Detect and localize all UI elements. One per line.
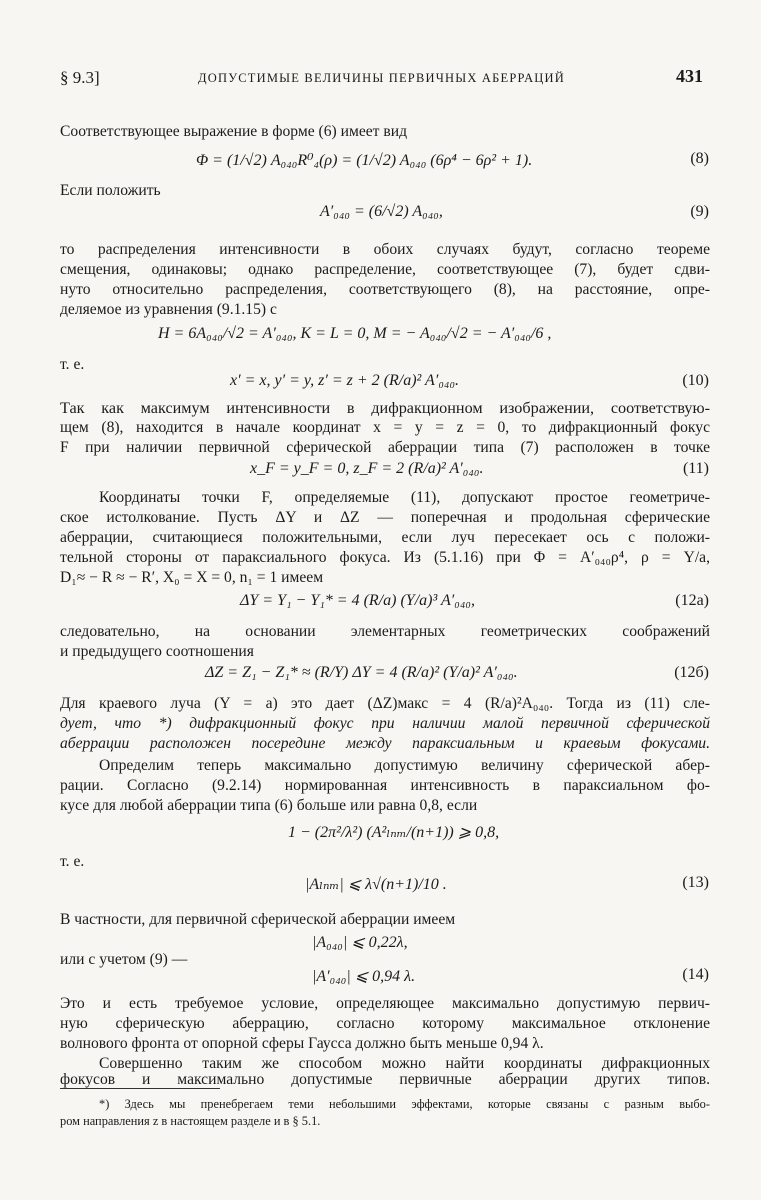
equation-12b: ΔZ = Z₁ − Z₁* ≈ (R/Y) ΔY = 4 (R/a)² (Y/a)² A′₀₄₀.: [205, 664, 518, 681]
text-line: Определим теперь максимально допустимую величину сферической абер-: [99, 757, 710, 774]
equation-number-14: (14): [682, 966, 709, 983]
equation-number-13: (13): [682, 874, 709, 891]
text-line: Это и есть требуемое условие, определяющее максимально допустимую первич-: [60, 995, 710, 1012]
text-line: то распределения интенсивности в обоих случаях будут, согласно теореме: [60, 241, 710, 258]
text-line: Координаты точки F, определяемые (11), допускают простое геометриче-: [99, 489, 710, 506]
text-line: рации. Согласно (9.2.14) нормированная интенсивность в параксиальном фо-: [60, 777, 710, 794]
text-line: щем (8), находится в начале координат x = y = z = 0, то дифракционный фокус: [60, 419, 710, 436]
text-line: нуто относительно распределения, соответствующего (8), на расстояние, опре-: [60, 281, 710, 298]
equation-13: |Aₗₙₘ| ⩽ λ√(n+1)/10 .: [305, 876, 447, 893]
text-line: деляемое из уравнения (9.1.15) с: [60, 301, 277, 318]
text-line: волнового фронта от опорной сферы Гаусса должно быть меньше 0,94 λ.: [60, 1035, 544, 1052]
text-line: аберрации расположен посередине между параксиальным и краевым фокусами.: [60, 735, 710, 752]
text-line: Если положить: [60, 182, 161, 199]
footnote-line: *) Здесь мы пренебрегаем теми небольшими эффектами, которые связаны с разным выбо-: [99, 1097, 710, 1111]
text-line: Совершенно таким же способом можно найти координаты дифракционных: [99, 1055, 710, 1072]
footnote-line: ром направления z в настоящем разделе и в § 5.1.: [60, 1114, 321, 1128]
equation-9: A′₀₄₀ = (6/√2) A₀₄₀,: [320, 203, 443, 220]
text-line: D₁≈ − R ≈ − R′, X₀ = X = 0, n₁ = 1 имеем: [60, 569, 324, 586]
running-title: ДОПУСТИМЫЕ ВЕЛИЧИНЫ ПЕРВИЧНЫХ АБЕРРАЦИЙ: [198, 71, 565, 85]
text-line: фокусов и максимально допустимые первичные аберрации других типов.: [60, 1071, 710, 1088]
equation-14: |A′₀₄₀| ⩽ 0,94 λ.: [312, 968, 416, 985]
text-line: ское истолкование. Пусть ΔY и ΔZ — поперечная и продольная сферические: [60, 509, 710, 526]
text-line: ную сферическую аберрацию, согласно которому максимальное отклонение: [60, 1015, 710, 1032]
equation-criterion: 1 − (2π²/λ²) (A²ₗₙₘ/(n+1)) ⩾ 0,8,: [288, 824, 500, 841]
text-line: Соответствующее выражение в форме (6) имеет вид: [60, 123, 408, 140]
equation-11: x_F = y_F = 0, z_F = 2 (R/a)² A′₀₄₀.: [250, 460, 484, 477]
text-line: т. е.: [60, 853, 85, 870]
equation-number-9: (9): [690, 203, 709, 220]
text-line: следовательно, на основании элементарных геометрических соображений: [60, 623, 710, 640]
text-line: кусе для любой аберрации типа (6) больше или равна 0,8, если: [60, 797, 478, 814]
text-line: тельной стороны от параксиального фокуса. Из (5.1.16) при Φ = A′₀₄₀ρ⁴, ρ = Y/a,: [60, 549, 710, 566]
text-line: и предыдущего соотношения: [60, 643, 254, 660]
footnote-rule: [60, 1088, 220, 1089]
section-number: § 9.3]: [60, 68, 100, 87]
equation-12a: ΔY = Y₁ − Y₁* = 4 (R/a) (Y/a)³ A′₀₄₀,: [240, 592, 475, 609]
text-line: Так как максимум интенсивности в дифракционном изображении, соответствую-: [60, 399, 710, 417]
equation-8: Φ = (1/√2) A₀₄₀R⁰₄(ρ) = (1/√2) A₀₄₀ (6ρ⁴ − 6ρ² + 1).: [196, 152, 533, 169]
equation-number-12b: (12б): [674, 664, 709, 681]
text-line: В частности, для первичной сферической аберрации имеем: [60, 911, 456, 928]
text-line: F при наличии первичной сферической аберрации типа (7) расположен в точке: [60, 439, 710, 456]
equation-A040: |A₀₄₀| ⩽ 0,22λ,: [312, 934, 408, 951]
equation-number-8: (8): [690, 150, 709, 167]
text-line: или с учетом (9) —: [60, 951, 188, 968]
text-line: т. е.: [60, 356, 85, 373]
equation-number-12a: (12а): [675, 592, 709, 609]
page-number: 431: [676, 66, 703, 86]
running-header: [60, 64, 703, 94]
text-line: аберрации, считающиеся положительными, если луч пересекает ось с положи-: [60, 529, 710, 546]
text-line: Для краевого луча (Y = a) это дает (ΔZ)макс = 4 (R/a)²A₀₄₀. Тогда из (11) сле-: [60, 695, 710, 712]
equation-number-10: (10): [682, 372, 709, 389]
text-line: смещения, одинаковы; однако распределение, соответствующее (7), будет сдви-: [60, 261, 710, 278]
equation-10: x′ = x, y′ = y, z′ = z + 2 (R/a)² A′₀₄₀.: [230, 372, 460, 389]
text-line: дует, что *) дифракционный фокус при наличии малой первичной сферической: [60, 715, 710, 732]
equation-number-11: (11): [682, 460, 709, 477]
equation-HKM: H = 6A₀₄₀/√2 = A′₀₄₀, K = L = 0, M = − A₀₄₀/√2 = − A′₀₄₀/6 ,: [158, 325, 552, 342]
